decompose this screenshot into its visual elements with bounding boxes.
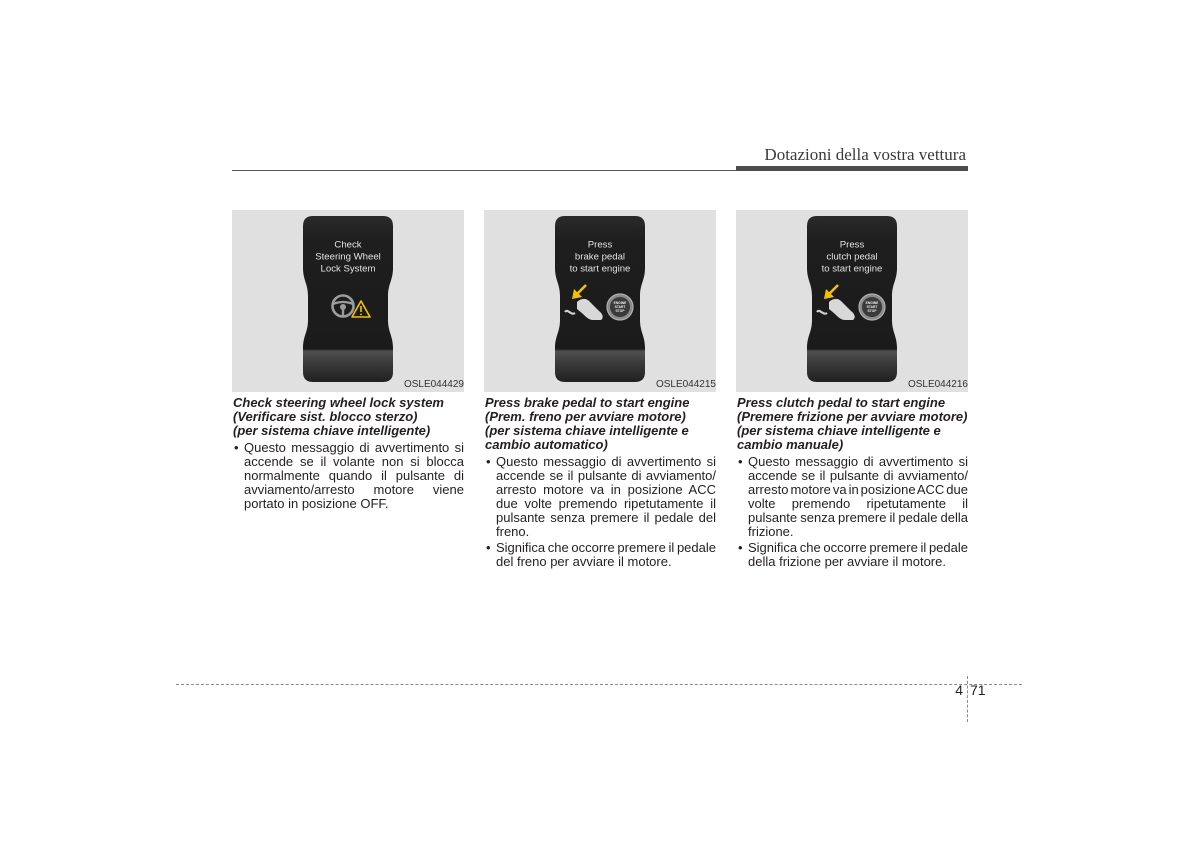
bullet-line: Significa che occorre premere il pedale [748,540,968,555]
bullet-line: normalmente quando il pulsante di [244,468,464,483]
bullet-line: accende se il pulsante di avviamento/ [748,468,968,483]
section-title: Dotazioni della vostra vettura [764,145,966,164]
display-line: to start engine [821,263,883,275]
bullet-line: freno. [496,524,530,539]
caption-line: (per sistema chiave intelligente e [737,423,941,438]
bullet-item [736,455,968,539]
bullet-line: portato in posizione OFF. [244,496,389,511]
figure-clutch-pedal [736,210,968,392]
image-code: OSLE044215 [655,379,716,390]
bullet-symbol: • [486,454,491,469]
header-rule [232,170,736,171]
bullet-line: arresto motore va in posizione ACC due [748,482,968,497]
column-clutch-pedal [736,210,968,569]
caption [736,396,968,452]
bullet-line: frizione. [748,524,794,539]
footer-rule [176,684,1022,685]
caption-line: (Prem. freno per avviare motore) [485,409,686,424]
button-label: STOP [867,309,877,314]
display-line: brake pedal [574,251,626,263]
bullet-item [232,441,464,511]
caption-line: Check steering wheel lock system [233,395,444,410]
button-label: ENGINE [865,301,879,306]
bullet-line: della frizione per avviare il motore. [748,554,946,569]
bullet-line: Questo messaggio di avvertimento si [244,440,464,455]
bullet-item [484,455,716,539]
header-rule-bar [736,166,968,171]
bullet-line: avviamento/arresto motore viene [244,482,464,497]
bullet-symbol: • [738,454,743,469]
display-line: Check [334,239,362,251]
column-brake-pedal [484,210,716,569]
display-line: Press [587,239,613,251]
bullet-line: accende se il pulsante di avviamento/ [496,468,716,483]
caption-line: (Premere frizione per avviare motore) [737,409,968,424]
image-code: OSLE044216 [907,379,968,390]
display-line: to start engine [569,263,631,275]
lcd-display [807,216,897,382]
lcd-display [303,216,393,382]
bullet-line: due volte premendo ripetutamente il [496,496,716,511]
bullet-item [736,541,968,569]
bullet-symbol: • [738,540,743,555]
engine-start-stop-button-icon [859,294,885,320]
caption-line: Press brake pedal to start engine [485,395,690,410]
bullet-line: Significa che occorre premere il pedale [496,540,716,555]
caption-line: (per sistema chiave intelligente e [485,423,689,438]
figure-steering-wheel-lock [232,210,464,392]
image-code: OSLE044429 [403,379,464,390]
button-label: ENGINE [613,301,627,306]
page-number: 71 [970,682,986,698]
figure-brake-pedal [484,210,716,392]
engine-start-stop-button-icon [607,294,633,320]
button-label: START [614,305,626,310]
caption-line: cambio automatico) [485,437,608,452]
display-line: Lock System [320,263,376,275]
display-line: clutch pedal [826,251,878,263]
button-label: STOP [615,309,625,314]
bullet-item [484,541,716,569]
bullet-line: del freno per avviare il motore. [496,554,672,569]
chapter-number: 4 [955,682,963,698]
lcd-display [555,216,645,382]
footer-divider [967,676,968,722]
button-label: START [866,305,878,310]
caption [484,396,716,452]
column-steering-wheel-lock [232,210,464,511]
display-line: Press [839,239,865,251]
bullet-line: Questo messaggio di avvertimento si [748,454,968,469]
caption-line: cambio manuale) [737,437,844,452]
bullet-line: pulsante senza premere il pedale della [748,510,968,525]
caption-line: (Verificare sist. blocco sterzo) [233,409,418,424]
bullet-line: accende se il volante non si blocca [244,454,464,469]
caption-line: (per sistema chiave intelligente) [233,423,431,438]
display-line: Steering Wheel [315,251,381,263]
bullet-line: Questo messaggio di avvertimento si [496,454,716,469]
caption-line: Press clutch pedal to start engine [737,395,946,410]
bullet-symbol: • [234,440,239,455]
bullet-line: pulsante senza premere il pedale del [496,510,716,525]
bullet-symbol: • [486,540,491,555]
bullet-line: volte premendo ripetutamente il [748,496,968,511]
caption [232,396,464,438]
bullet-line: arresto motore va in posizione ACC [496,482,716,497]
